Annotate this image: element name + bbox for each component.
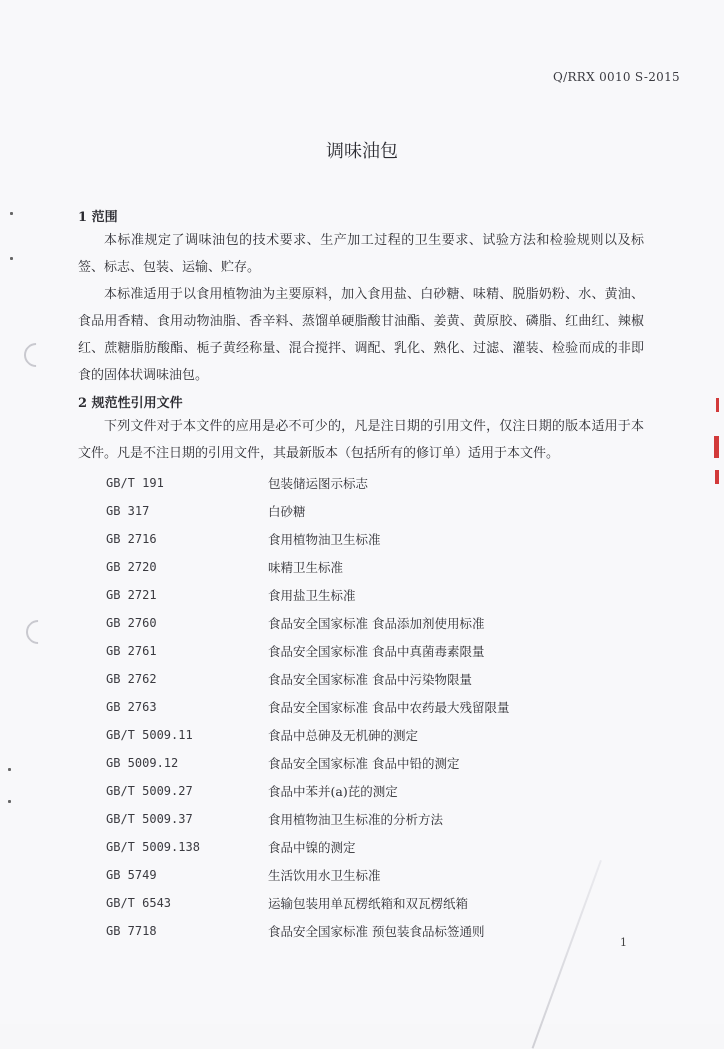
- reference-row: [106, 637, 666, 665]
- reference-row: [106, 777, 666, 805]
- reference-list: [106, 469, 666, 945]
- reference-row: [106, 665, 666, 693]
- reference-row: [106, 693, 666, 721]
- document-title: 调味油包: [326, 141, 398, 162]
- reference-code: GB 2716: [106, 532, 157, 546]
- reference-row: [106, 833, 666, 861]
- reference-name: 食品中总砷及无机砷的测定: [268, 728, 419, 743]
- reference-row: [106, 497, 666, 525]
- reference-code: GB/T 5009.27: [106, 784, 193, 798]
- reference-code: GB/T 6543: [106, 896, 172, 910]
- scan-speck: [10, 212, 13, 215]
- reference-name: 食品安全国家标准 食品中真菌毒素限量: [268, 644, 485, 659]
- reference-name: 食品安全国家标准 食品中农药最大残留限量: [268, 700, 510, 715]
- reference-name: 食用植物油卫生标准的分析方法: [268, 812, 444, 827]
- reference-row: [106, 805, 666, 833]
- reference-code: GB 7718: [106, 924, 157, 938]
- reference-row: [106, 721, 666, 749]
- red-margin-mark: [715, 470, 719, 484]
- reference-row: [106, 861, 666, 889]
- reference-name: 食品安全国家标准 食品中铅的测定: [268, 756, 460, 771]
- reference-row: [106, 469, 666, 497]
- reference-name: 食品安全国家标准 食品添加剂使用标准: [268, 616, 485, 631]
- scan-speck: [10, 257, 13, 260]
- reference-code: GB/T 5009.138: [106, 840, 200, 854]
- scan-speck: [8, 800, 11, 803]
- section-1-heading: 1 范围: [78, 210, 118, 225]
- reference-code: GB 2762: [106, 672, 157, 686]
- reference-code: GB 317: [106, 504, 150, 518]
- page-number: 1: [620, 936, 627, 949]
- reference-code: GB/T 5009.37: [106, 812, 193, 826]
- reference-row: [106, 609, 666, 637]
- reference-code: GB 2760: [106, 616, 157, 630]
- punch-hole-mark: [19, 338, 53, 372]
- reference-row: [106, 581, 666, 609]
- section-1-paragraph-2: 本标准适用于以食用植物油为主要原料，加入食用盐、白砂糖、味精、脱脂奶粉、水、黄油、食品用香精、食用动物油脂、香辛料、蒸馏单硬脂酸甘油酯、姜黄、黄原胶、磷脂、红曲红、辣椒红、蔗糖脂肪酸酯、栀子黄经称量、混合搅拌、调配、乳化、熟化、过滤、灌装、检验而成的非即食的固体状调味油包。: [78, 287, 644, 383]
- reference-code: GB 2720: [106, 560, 157, 574]
- reference-name: 白砂糖: [268, 504, 306, 519]
- reference-code: GB 2721: [106, 588, 157, 602]
- reference-name: 食用盐卫生标准: [268, 588, 356, 603]
- section-1-paragraph-1: 本标准规定了调味油包的技术要求、生产加工过程的卫生要求、试验方法和检验规则以及标签、标志、包装、运输、贮存。: [78, 233, 644, 275]
- reference-name: 食用植物油卫生标准: [268, 532, 381, 547]
- reference-code: GB 2763: [106, 700, 157, 714]
- reference-name: 食品中苯并(a)芘的测定: [268, 784, 398, 799]
- red-margin-mark: [714, 436, 719, 458]
- section-2-paragraph-1: 下列文件对于本文件的应用是必不可少的，凡是注日期的引用文件，仅注日期的版本适用于本文件。凡是不注日期的引用文件，其最新版本（包括所有的修订单）适用于本文件。: [78, 419, 644, 461]
- reference-name: 食品安全国家标准 预包装食品标签通则: [268, 924, 485, 939]
- reference-row: [106, 917, 666, 945]
- reference-name: 包装储运图示标志: [268, 476, 369, 491]
- reference-name: 食品中镍的测定: [268, 840, 356, 855]
- punch-hole-mark: [21, 615, 55, 649]
- reference-name: 运输包装用单瓦楞纸箱和双瓦楞纸箱: [268, 896, 469, 911]
- red-margin-mark: [716, 398, 719, 412]
- reference-code: GB 5009.12: [106, 756, 179, 770]
- reference-code: GB/T 5009.11: [106, 728, 193, 742]
- reference-code: GB 2761: [106, 644, 157, 658]
- reference-name: 食品安全国家标准 食品中污染物限量: [268, 672, 472, 687]
- reference-name: 味精卫生标准: [268, 560, 344, 575]
- section-2-heading: 2 规范性引用文件: [78, 396, 183, 411]
- document-code: Q/RRX 0010 S-2015: [552, 70, 680, 84]
- scan-speck: [8, 768, 11, 771]
- reference-row: [106, 749, 666, 777]
- reference-row: [106, 553, 666, 581]
- reference-code: GB/T 191: [106, 476, 164, 490]
- reference-name: 生活饮用水卫生标准: [268, 868, 381, 883]
- reference-row: [106, 525, 666, 553]
- reference-code: GB 5749: [106, 868, 157, 882]
